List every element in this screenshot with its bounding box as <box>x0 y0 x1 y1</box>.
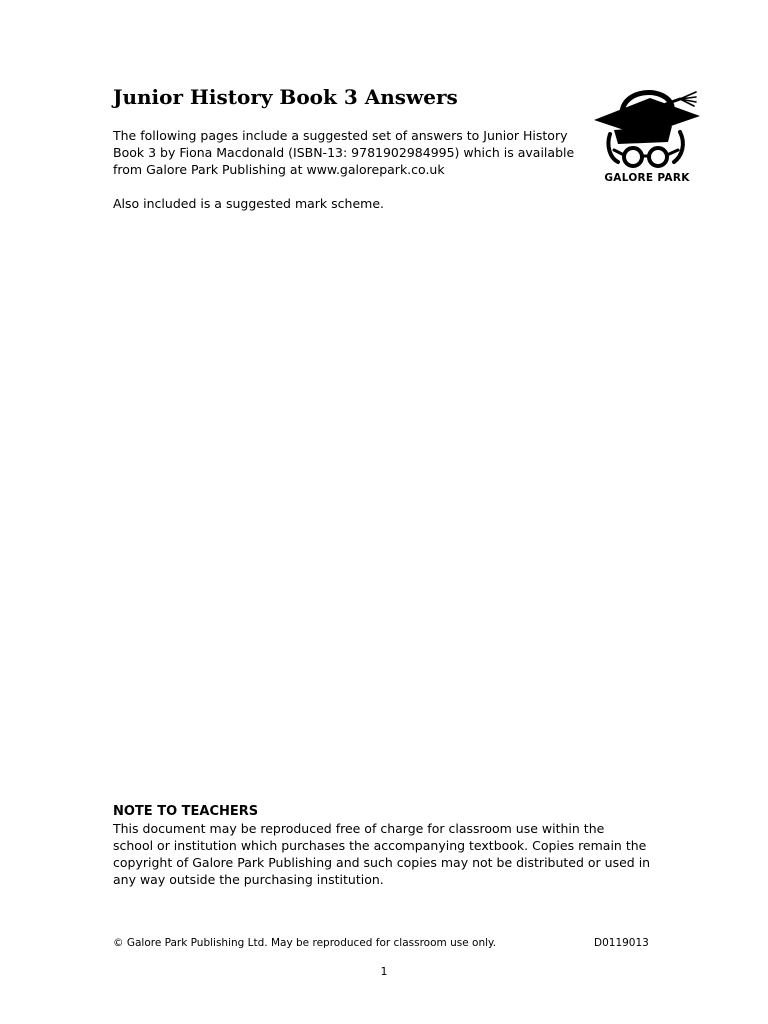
page-title: Junior History Book 3 Answers <box>113 85 458 109</box>
page-number: 1 <box>380 965 388 978</box>
note-body <box>113 820 673 888</box>
mark-scheme-note: Also included is a suggested mark scheme. <box>113 196 384 211</box>
intro-line: The following pages include a suggested set of answers to Junior History <box>113 128 568 143</box>
footer-document-code: D0119013 <box>594 937 649 949</box>
logo-caption: GALORE PARK <box>604 172 690 184</box>
note-line: copyright of Galore Park Publishing and such copies may not be distributed or used in <box>113 855 651 870</box>
note-to-teachers <box>113 803 673 888</box>
graduate-with-glasses-icon <box>592 84 702 170</box>
note-line: any way outside the purchasing institution. <box>113 872 384 887</box>
intro-line: from Galore Park Publishing at www.galorepark.co.uk <box>113 162 445 177</box>
intro-paragraph <box>113 127 583 178</box>
intro-line: Book 3 by Fiona Macdonald (ISBN-13: 9781902984995) which is available <box>113 145 575 160</box>
footer-copyright: © Galore Park Publishing Ltd. May be reproduced for classroom use only. <box>113 937 497 949</box>
note-heading: NOTE TO TEACHERS <box>113 804 259 819</box>
galore-park-logo <box>592 84 702 192</box>
note-line: school or institution which purchases the accompanying textbook. Copies remain the <box>113 838 647 853</box>
note-line: This document may be reproduced free of charge for classroom use within the <box>113 821 605 836</box>
